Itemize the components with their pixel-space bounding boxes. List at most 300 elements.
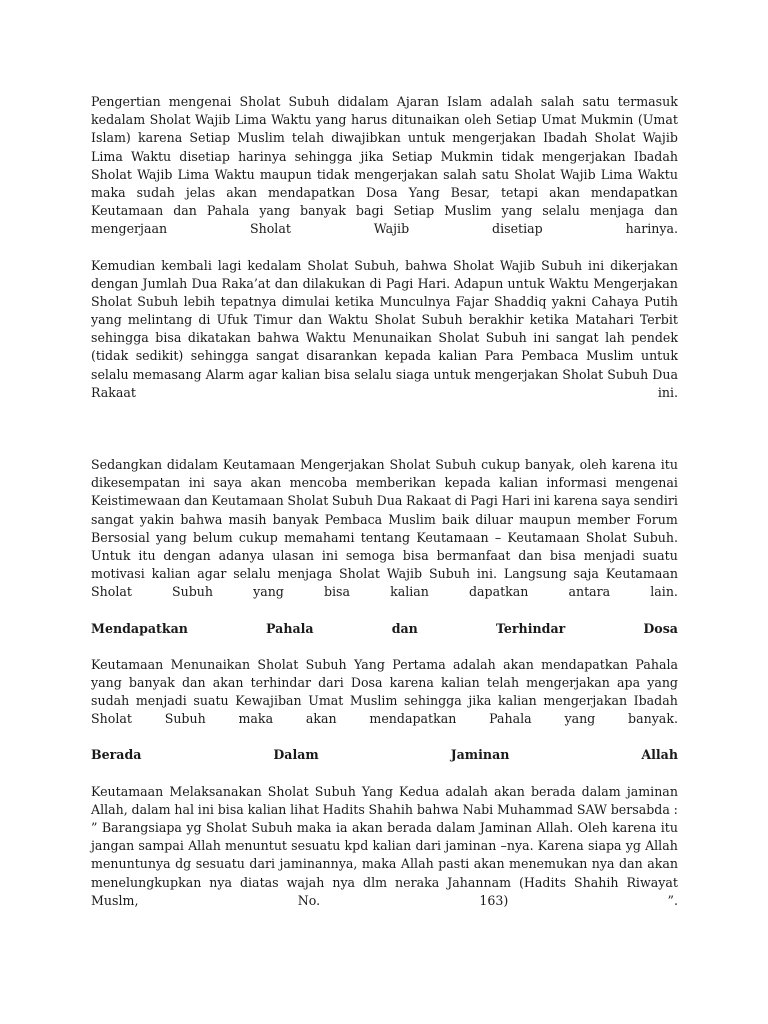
word: jaminannya, [279,856,358,872]
word: mengerjaan [91,221,168,237]
word: kalian [281,366,321,382]
word: yang [647,674,678,690]
paragraph-gap [91,239,678,257]
word: Waktu [214,166,255,182]
word: mendapatkan [369,711,457,727]
word: Keistimewaan [91,493,181,509]
word: Subuh [164,711,206,727]
text-line [91,311,678,329]
text-line [91,257,678,275]
word: karena [612,820,657,835]
word: dikesempatan [91,475,181,491]
word: Keutamaan [222,457,296,472]
word: Subuh, [354,257,400,273]
word: kalian [151,566,191,582]
word: ketika [334,293,375,309]
word: banyak [272,511,319,527]
word: Menunaikan [170,656,251,672]
word: Yang [408,184,440,200]
text-line [91,384,678,402]
word: Dua [376,493,403,509]
word: Islam [447,94,482,109]
word: Pembaca [521,348,579,364]
word: berada [530,783,576,799]
word: dari [249,856,276,872]
paragraph-gap [91,402,678,420]
word: yang [501,203,533,219]
word: sangat [555,330,599,346]
text-line [91,855,678,873]
word: dlm [363,874,388,890]
word: lagi [217,257,242,273]
word: Subuh [331,493,373,509]
word: yg [625,838,641,854]
word: Subuh [421,312,463,328]
word: Subuh [485,330,527,346]
paragraph-gap [91,765,678,783]
word: dimulai [281,293,330,309]
word: Setiap [189,130,231,146]
word: Wajib [373,221,410,237]
word: dan [518,547,542,563]
word: yg [186,820,202,835]
word: akan [503,656,534,672]
word: harinya [238,148,287,164]
word: Fajar [455,293,489,309]
word: Sholat [267,783,309,799]
word: dalam [131,801,171,817]
word: melintang [127,312,193,328]
word: bisa [324,366,351,382]
word: kedalam [247,257,302,273]
word: Subuh [251,820,293,835]
word: bersabda [610,801,670,817]
word: –nya. [500,838,534,854]
word: Hadits [322,801,365,817]
word: kembali [161,257,212,273]
text-line [91,456,678,474]
word: Sholat [249,221,291,237]
word: didalam [166,457,219,472]
word: lebih [183,293,216,309]
word: (Umat [637,112,678,128]
text-line [91,656,678,674]
word: bahwa [405,257,448,273]
word: jelas [185,184,216,200]
word: informasi [546,475,607,491]
word: berada [387,820,432,835]
word: ini [321,547,338,563]
text-line [91,220,678,238]
word: ketika [529,312,569,328]
word: agar [197,566,227,582]
word: ini [588,257,605,273]
word: lah [605,330,625,346]
word: pasti [438,856,470,872]
word: Sholat [257,656,299,672]
word: agar [248,366,278,382]
word: yakni [551,293,587,309]
word: itu [138,547,156,563]
word: Untuk [91,547,131,563]
word: Bersosial [91,529,150,545]
text-line [91,347,678,365]
word: tidak [501,148,534,164]
word: ia [335,820,348,835]
word: mengerjakan [474,366,559,382]
text-line [91,93,678,111]
word: oleh [464,112,492,128]
word: memasang [132,366,202,382]
word: diwajibkan [331,130,401,146]
word: motivasi [91,566,145,582]
word: ditunaikan [391,112,460,128]
word: Muslim [444,203,492,219]
word: Jaminan [479,820,533,835]
word: tepatnya [220,293,277,309]
word: ini. [476,566,497,582]
text-line [91,565,678,583]
word: satu [481,166,510,182]
word: untuk [408,130,446,146]
word: kalian [440,674,480,690]
word: akan [494,783,525,799]
word: tidak [316,166,350,182]
word: dikerjakan [610,257,678,273]
word: Munculnya [379,293,451,309]
word: Sholat [374,312,416,328]
text-line [91,529,678,547]
word: menuntunya [91,856,171,872]
word: dalam [436,820,476,835]
word: Hari [501,493,531,509]
word: ini [197,801,214,817]
word: Pembaca [324,511,383,527]
word: maka [238,711,274,727]
word: belum [193,529,233,545]
word: siaga [395,366,430,382]
word: neraka [395,874,440,890]
word: yang [91,312,122,328]
word: mengerjakan [526,674,610,690]
word: dan [173,203,197,219]
word: Waktu [271,112,312,128]
word: Putih [644,293,678,309]
word: dg [175,856,192,872]
word: jika [360,148,384,164]
word: Islam) [91,130,131,146]
word: bisa [217,801,244,817]
word: Muslm, [91,892,139,908]
word: yakin [139,511,175,527]
word: untuk [507,275,545,291]
text-line [91,547,678,565]
word: mencoba [289,475,348,491]
word: Wajib [386,566,423,582]
word: Kemudian [91,257,156,273]
word: karena [389,674,434,690]
word: Keutamaan [211,493,284,509]
text-line [91,329,678,347]
word: Yang [353,656,385,672]
section-heading [91,746,678,764]
word: akan [351,820,383,835]
word: sangat [91,511,134,527]
section-heading [91,620,678,638]
word: Cahaya [591,293,639,309]
word: satu [582,94,610,109]
word: akan [473,856,505,872]
word: didalam [337,94,389,109]
text-line [91,819,678,837]
word: harinya. [625,221,678,237]
word: Sholat [338,566,380,582]
word: yang [564,711,596,727]
word: bahwa [416,801,459,817]
word: Dosa [365,184,398,200]
word: Sholat [91,293,132,309]
word: Ibadah [633,148,678,164]
word: siapa [587,838,622,854]
word: Wajib [499,257,536,273]
word: maka [296,820,332,835]
word: dilakukan [302,275,366,291]
word: Wajib [642,130,678,146]
word: dalam [581,783,621,799]
word: Umat [308,693,344,709]
word: Hari. [417,275,451,291]
word: diluar [475,511,514,527]
word: Jahannam [447,874,512,890]
word: maka [361,856,397,872]
word: lihat [290,801,319,817]
text-line [91,583,678,601]
word: mengenai [168,94,232,109]
word: cukup [481,457,521,472]
word: ini [533,493,550,509]
word: Adapun [454,275,504,291]
word: yang [156,529,187,545]
word: Shahih [574,874,619,890]
word: dan [184,493,208,509]
word: Subuh [171,584,214,600]
word: diatas [239,874,279,890]
word: Keutamaan [91,203,164,219]
word: mendapatkan [541,656,629,672]
word: menjaga [277,566,333,582]
word: akan [549,184,580,200]
word: dari [415,838,442,854]
word: No. [297,892,321,908]
word: Nabi [462,801,494,817]
text-line [91,874,678,892]
word: Setiap [391,148,433,164]
word: saya [601,493,631,509]
word: bahwa [180,511,223,527]
word: Keutamaan [605,566,678,582]
word: ”. [667,892,678,908]
word: Shahih [368,801,414,817]
word: Sholat [149,112,191,128]
word: yang [315,112,347,128]
word: Forum [636,511,678,527]
word: Rakaat [405,493,451,509]
word: dan [181,674,206,690]
word: Allah. [536,820,574,835]
text-line [91,710,678,728]
text-line [91,783,678,801]
word: : [673,801,678,817]
word: Mengerjakan [299,457,385,472]
word: Wajib [137,166,173,182]
word: Allah, [91,801,128,817]
word: Pahala [635,656,678,672]
word: Melaksanakan [169,783,262,799]
word: Ibadah [633,693,678,709]
word: Setiap [495,112,537,128]
word: terhindar [250,674,311,690]
word: adalah [453,656,496,672]
text-line [91,166,678,184]
word: Pagi [470,493,498,509]
word: Subuh [137,293,179,309]
word: ulasan [272,547,314,563]
word: ini [188,475,205,491]
section-body-pahala [91,656,678,729]
word: banyak [300,203,346,219]
word: banyak. [628,711,678,727]
word: kalian [438,348,478,364]
text-line [91,511,678,529]
word: Sholat [206,820,247,835]
word: saya [213,475,242,491]
word: maka [91,184,126,200]
word: Subuh [428,566,470,582]
word: Barangsiapa [101,820,182,835]
word: sampai [138,838,184,854]
word: di [454,493,467,509]
word: Subuh [607,366,649,382]
word: maupun [259,166,312,182]
word: Riwayat [626,874,678,890]
word: Lima [234,112,267,128]
word: lain. [650,584,678,600]
word: Sedangkan [91,457,163,472]
word: – [494,529,502,545]
word: Rakaat [91,384,136,400]
word: Subuh [435,457,477,472]
word: akan [226,184,257,200]
word: selalu [233,566,271,582]
word: Langsung [503,566,567,582]
paragraph-keutamaan [91,456,678,602]
word: jaminan [626,783,678,799]
word: dengan [91,275,139,291]
word: Subuh [288,94,330,109]
word: Lima [91,148,123,164]
word: bisa [549,547,576,563]
word: memahami [284,529,355,545]
word: Dosa [350,674,383,690]
word: dan [274,275,299,291]
word: sudah [136,184,175,200]
word: salah [540,94,575,109]
word: Menunaikan [352,330,432,346]
word: masih [228,511,267,527]
word: menuntut [225,838,287,854]
word: Terbit [639,312,678,328]
word: Pahala [266,620,314,636]
word: bermanfaat [436,547,511,563]
word: mengerjakan [452,130,536,146]
text-line [91,275,678,293]
word: yang [259,203,291,219]
word: oleh [579,457,607,472]
word: Sholat [287,493,329,509]
word: Keutamaan [91,783,164,799]
word: menjaga [589,203,645,219]
word: dari [318,674,344,690]
word: untuk [640,348,678,364]
word: Keutamaan [416,529,489,545]
word: Mendapatkan [91,620,188,636]
word: Umat [541,112,577,128]
word: wajah [286,874,325,890]
word: itu [660,820,678,835]
word: Pengertian [91,94,161,109]
word: Matahari [575,312,634,328]
word: suatu [642,547,678,563]
word: pendek [631,330,678,346]
word: Oleh [577,820,608,835]
text-line [91,366,678,384]
word: (Hadits [519,874,567,890]
word: karena [611,457,656,472]
word: Karena [537,838,584,854]
word: Mukmin [580,112,634,128]
word: sendiri [633,493,678,509]
paragraph-intro [91,93,678,239]
text-line [91,202,678,220]
word: maupun [519,511,571,527]
word: sehingga [190,348,249,364]
word: Muslim [586,348,634,364]
word: termasuk [617,94,678,109]
word: telah [291,130,325,146]
word: disetiap [492,221,543,237]
text-line [91,474,678,492]
word: Lima [177,166,210,182]
word: akan [305,711,337,727]
word: dan [654,203,678,219]
word: dan [298,312,323,328]
word: kedalam [91,112,146,128]
word: Subuh [305,656,347,672]
word: Shaddiq [493,293,547,309]
word: bisa [402,547,429,563]
word: tetapi [500,184,539,200]
word: Sholat [594,130,636,146]
word: Sholat [91,166,132,182]
word: hal [174,801,195,817]
word: untuk [433,366,471,382]
word: sehingga [91,330,149,346]
word: menemukan [509,856,588,872]
word: Waktu [328,312,369,328]
word: Timur [253,312,293,328]
word: member [577,511,630,527]
word: Subuh. [632,529,678,545]
